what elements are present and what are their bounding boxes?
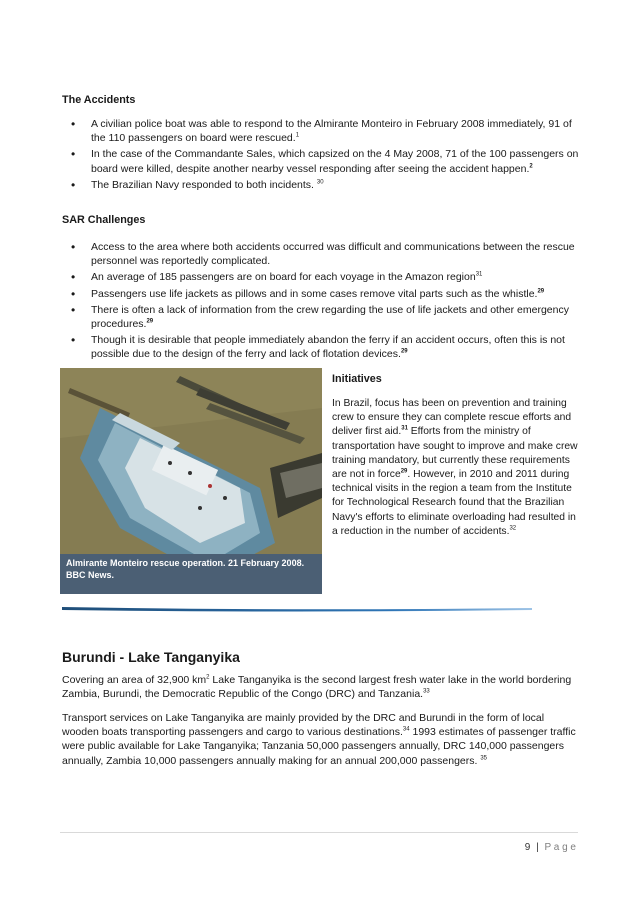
list-item: • Passengers use life jackets as pillows and in some cases remove vital parts such as the whistle.$^{29}$ (62, 287, 582, 301)
list-item: • In the case of the Commandante Sales, which capsized on the 4 May 2008, 71 of the 100 passengers on board were killed, despite another nearby vessel responding after seeing the accident happen.$^2$ (62, 147, 582, 175)
list-item: • Access to the area where both accidents occurred was difficult and communications between the rescue personnel was reportedly complicated. (62, 240, 582, 268)
sar-heading: SAR Challenges (62, 214, 146, 226)
page-separator: | (536, 842, 539, 853)
page-footer (525, 841, 576, 855)
footnote-ref: 29 (400, 348, 408, 355)
burundi-paragraph-1: Covering an area of 32,900 $km^2$ Lake Tanganyika is the second largest fresh water lake in the world bordering Zambia, Burundi, the Democratic Republic of the Congo (DRC) and Tanzania.$^{33}$ (62, 674, 572, 701)
photo-caption: Almirante Monteiro rescue operation. 21 February 2008. BBC News. (60, 554, 322, 594)
section-divider (62, 606, 532, 612)
list-item: • A civilian police boat was able to respond to the Almirante Monteiro in February 2008 immediately, 91 of the 110 passengers on board were rescued.$^1$ (62, 117, 582, 145)
initiatives-heading: Initiatives (332, 373, 382, 385)
footnote-ref: 31 (475, 271, 483, 278)
page-number: 9 (524, 842, 531, 853)
footer-divider (60, 832, 578, 833)
sar-list (62, 240, 582, 364)
list-item: • There is often a lack of information from the crew regarding the use of life jackets and other emergency procedures.$^{29}$ (62, 303, 582, 331)
accidents-heading: The Accidents (62, 94, 136, 106)
footnote-ref: 30 (316, 179, 324, 186)
footnote-ref: 2 (529, 163, 533, 170)
initiatives-text: In Brazil, focus has been on prevention and training crew to ensure they can complete rescue efforts and deliver first aid.$^{31}$ Efforts from the ministry of transportation have sought to improve and make crew training mandatory, but currently these requirements are not in force$^{29}$. However, in 2010 and 2011 during technical visits in the region a team from the Institute for Technological Research found that the Brazilian Navy's efforts to eliminate overloading had resulted in a reduction in the number of accidents.$^{32}$ (332, 398, 578, 537)
accidents-list (62, 117, 582, 194)
footnote-ref: 29 (146, 318, 154, 325)
footnote-ref: 29 (537, 288, 545, 295)
list-item: • The Brazilian Navy responded to both incidents. $^{30}$ (62, 178, 582, 192)
list-item: • Though it is desirable that people immediately abandon the ferry if an accident occurs, often this is not possible due to the design of the ferry and lack of flotation devices.$^{29}$ (62, 333, 582, 361)
list-item: • An average of 185 passengers are on board for each voyage in the Amazon region$^{31}$ (62, 270, 582, 284)
burundi-paragraph-2: Transport services on Lake Tanganyika are mainly provided by the DRC and Burundi in the form of local wooden boats transporting passengers and cargo to various destinations.$^{34}$ 1993 estimates of passenger traffic were public available for Lake Tanganyika; Tanzania 50,000 passengers annually, DRC 140,000 passengers annually, Zambia 10,000 passengers annually making for an annual 200,000 passengers. $^{35}$ (62, 712, 576, 767)
page-label: P a g e (544, 842, 576, 853)
footnote-ref: 1 (295, 132, 300, 139)
burundi-heading: Burundi - Lake Tanganyika (62, 649, 240, 665)
